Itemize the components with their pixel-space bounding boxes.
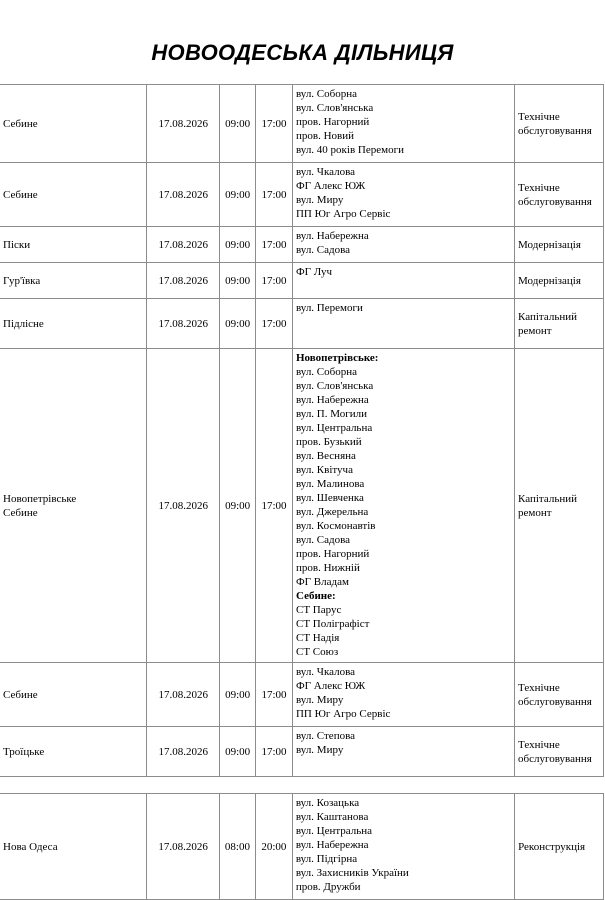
- settlement-cell-line: Новопетрівське: [3, 492, 77, 505]
- addresses-cell-line: вул. Малинова: [295, 478, 365, 490]
- end-time-cell: 17:00: [256, 299, 293, 349]
- addresses-cell: [292, 794, 514, 900]
- addresses-cell-line: вул. 40 років Перемоги: [295, 144, 404, 156]
- addresses-cell-line: ФГ Алекс ЮЖ: [295, 180, 366, 192]
- end-time-cell: 17:00: [256, 349, 293, 663]
- addresses-cell-line: ПП Юг Агро Сервіс: [295, 208, 391, 220]
- start-time-cell: 09:00: [220, 727, 256, 777]
- work-type-cell: [515, 227, 604, 263]
- settlement-cell-line: Троїцьке: [3, 745, 45, 758]
- addresses-cell-line: вул. Соборна: [295, 366, 358, 378]
- table-row: [0, 299, 604, 349]
- start-time-cell: 09:00: [220, 349, 256, 663]
- addresses-cell-line: СТ Парус: [295, 604, 342, 616]
- table-row: [0, 227, 604, 263]
- addresses-cell: [292, 85, 514, 163]
- addresses-cell-line: ФГ Алекс ЮЖ: [295, 680, 366, 692]
- end-time-cell: 17:00: [256, 727, 293, 777]
- addresses-cell-line: вул. Шевченка: [295, 492, 364, 504]
- work-type-cell-line: обслуговування: [518, 124, 592, 137]
- table-row: [0, 794, 604, 900]
- settlement-cell: [0, 85, 147, 163]
- date-cell: 17.08.2026: [147, 349, 220, 663]
- date-cell: 17.08.2026: [147, 263, 220, 299]
- date-cell: 17.08.2026: [147, 85, 220, 163]
- addresses-cell: [292, 227, 514, 263]
- settlement-cell: [0, 227, 147, 263]
- settlement-cell: [0, 299, 147, 349]
- addresses-cell-line: Себине:: [295, 590, 336, 602]
- addresses-cell: [292, 663, 514, 727]
- addresses-cell-line: СТ Поліграфіст: [295, 618, 370, 630]
- addresses-cell-line: вул. Миру: [295, 194, 344, 206]
- work-type-cell-line: Модернізація: [518, 238, 581, 251]
- addresses-cell-line: пров. Нижній: [295, 562, 360, 574]
- end-time-cell: 17:00: [256, 85, 293, 163]
- start-time-cell: 09:00: [220, 263, 256, 299]
- date-cell: 17.08.2026: [147, 299, 220, 349]
- work-type-cell-line: Технічне: [518, 681, 560, 694]
- work-type-cell-line: Технічне: [518, 738, 560, 751]
- settlement-cell-line: Себине: [3, 506, 38, 519]
- addresses-cell-line: пров. Нагорний: [295, 548, 370, 560]
- work-type-cell-line: Капітальний: [518, 310, 577, 323]
- page-title: НОВООДЕСЬКА ДІЛЬНИЦЯ: [151, 40, 454, 65]
- settlement-cell-line: Гур'ївка: [3, 274, 41, 287]
- end-time-cell: 17:00: [256, 663, 293, 727]
- addresses-cell-line: вул. Слов'янська: [295, 102, 374, 114]
- outage-schedule-table: [0, 84, 604, 777]
- work-type-cell: [515, 727, 604, 777]
- table-row: [0, 85, 604, 163]
- work-type-cell-line: Технічне: [518, 181, 560, 194]
- work-type-cell: [515, 163, 604, 227]
- work-type-cell-line: Реконструкція: [518, 840, 586, 853]
- addresses-cell: [292, 349, 514, 663]
- addresses-cell-line: вул. Садова: [295, 534, 351, 546]
- start-time-cell: 09:00: [220, 85, 256, 163]
- addresses-cell-line: пров. Нагорний: [295, 116, 370, 128]
- end-time-cell: 17:00: [256, 163, 293, 227]
- addresses-cell: [292, 263, 514, 299]
- work-type-cell: [515, 299, 604, 349]
- end-time-cell: 17:00: [256, 227, 293, 263]
- work-type-cell-line: обслуговування: [518, 195, 592, 208]
- settlement-cell-line: Себине: [3, 188, 38, 201]
- settlement-cell: [0, 163, 147, 227]
- work-type-cell-line: Капітальний: [518, 492, 577, 505]
- addresses-cell-line: пров. Новий: [295, 130, 354, 142]
- addresses-cell-line: вул. Набережна: [295, 394, 369, 406]
- settlement-cell-line: Себине: [3, 688, 38, 701]
- settlement-cell-line: Піски: [3, 238, 31, 251]
- work-type-cell: [515, 263, 604, 299]
- addresses-cell-line: вул. Джерельна: [295, 506, 369, 518]
- addresses-cell-line: пров. Бузький: [295, 436, 362, 448]
- table-row: [0, 163, 604, 227]
- addresses-cell-line: вул. Чкалова: [295, 666, 356, 678]
- date-cell: 17.08.2026: [147, 727, 220, 777]
- table-row: [0, 349, 604, 663]
- settlement-cell-line: Себине: [3, 117, 38, 130]
- date-cell: 17.08.2026: [147, 663, 220, 727]
- addresses-cell-line: ФГ Владам: [295, 576, 349, 588]
- addresses-cell-line: ПП Юг Агро Сервіс: [295, 708, 391, 720]
- addresses-cell-line: вул. Миру: [295, 744, 344, 756]
- settlement-cell-line: Підлісне: [3, 317, 44, 330]
- start-time-cell: 09:00: [220, 299, 256, 349]
- addresses-cell-line: вул. Перемоги: [295, 302, 363, 314]
- end-time-cell: 17:00: [256, 263, 293, 299]
- settlement-cell: [0, 263, 147, 299]
- addresses-cell-line: вул. Космонавтів: [295, 520, 376, 532]
- work-type-cell-line: ремонт: [518, 324, 552, 337]
- addresses-cell: [292, 163, 514, 227]
- addresses-cell-line: вул. Миру: [295, 694, 344, 706]
- addresses-cell-line: вул. Весняна: [295, 450, 356, 462]
- addresses-cell-line: вул. Соборна: [295, 88, 358, 100]
- start-time-cell: 09:00: [220, 663, 256, 727]
- work-type-cell-line: ремонт: [518, 506, 552, 519]
- addresses-cell-line: вул. Центральна: [295, 422, 373, 434]
- addresses-cell-line: вул. Козацька: [295, 797, 360, 809]
- settlement-cell: [0, 663, 147, 727]
- work-type-cell: [515, 349, 604, 663]
- settlement-cell: [0, 349, 147, 663]
- work-type-cell-line: Технічне: [518, 110, 560, 123]
- addresses-cell-line: вул. Центральна: [295, 825, 373, 837]
- work-type-cell: [515, 663, 604, 727]
- addresses-cell-line: ФГ Луч: [295, 266, 333, 278]
- addresses-cell-line: вул. Набережна: [295, 230, 369, 242]
- addresses-cell-line: вул. Степова: [295, 730, 356, 742]
- addresses-cell-line: вул. П. Могили: [295, 408, 368, 420]
- addresses-cell: [292, 299, 514, 349]
- end-time-cell: 20:00: [255, 794, 292, 900]
- addresses-cell: [292, 727, 514, 777]
- addresses-cell-line: вул. Захисників України: [295, 867, 409, 879]
- addresses-cell-line: вул. Чкалова: [295, 166, 356, 178]
- addresses-cell-line: вул. Набережна: [295, 839, 369, 851]
- start-time-cell: 09:00: [220, 227, 256, 263]
- settlement-cell: [0, 794, 147, 900]
- settlement-cell-line: Нова Одеса: [3, 840, 58, 853]
- addresses-cell-line: вул. Садова: [295, 244, 351, 256]
- addresses-cell-line: вул. Квітуча: [295, 464, 353, 476]
- date-cell: 17.08.2026: [147, 227, 220, 263]
- addresses-cell-line: Новопетрівське:: [295, 352, 379, 364]
- addresses-cell-line: вул. Слов'янська: [295, 380, 374, 392]
- table-row: [0, 727, 604, 777]
- addresses-cell-line: вул. Підгірна: [295, 853, 358, 865]
- table-row: [0, 663, 604, 727]
- work-type-cell-line: обслуговування: [518, 752, 592, 765]
- addresses-cell-line: СТ Союз: [295, 646, 339, 658]
- work-type-cell: [515, 794, 604, 900]
- settlement-cell: [0, 727, 147, 777]
- start-time-cell: 09:00: [220, 163, 256, 227]
- date-cell: 17.08.2026: [147, 794, 220, 900]
- addresses-cell-line: вул. Каштанова: [295, 811, 369, 823]
- date-cell: 17.08.2026: [147, 163, 220, 227]
- table-row: [0, 263, 604, 299]
- outage-schedule-table-continued: [0, 793, 604, 900]
- work-type-cell: [515, 85, 604, 163]
- addresses-cell-line: СТ Надія: [295, 632, 340, 644]
- work-type-cell-line: Модернізація: [518, 274, 581, 287]
- start-time-cell: 08:00: [220, 794, 256, 900]
- work-type-cell-line: обслуговування: [518, 695, 592, 708]
- addresses-cell-line: пров. Дружби: [295, 881, 361, 893]
